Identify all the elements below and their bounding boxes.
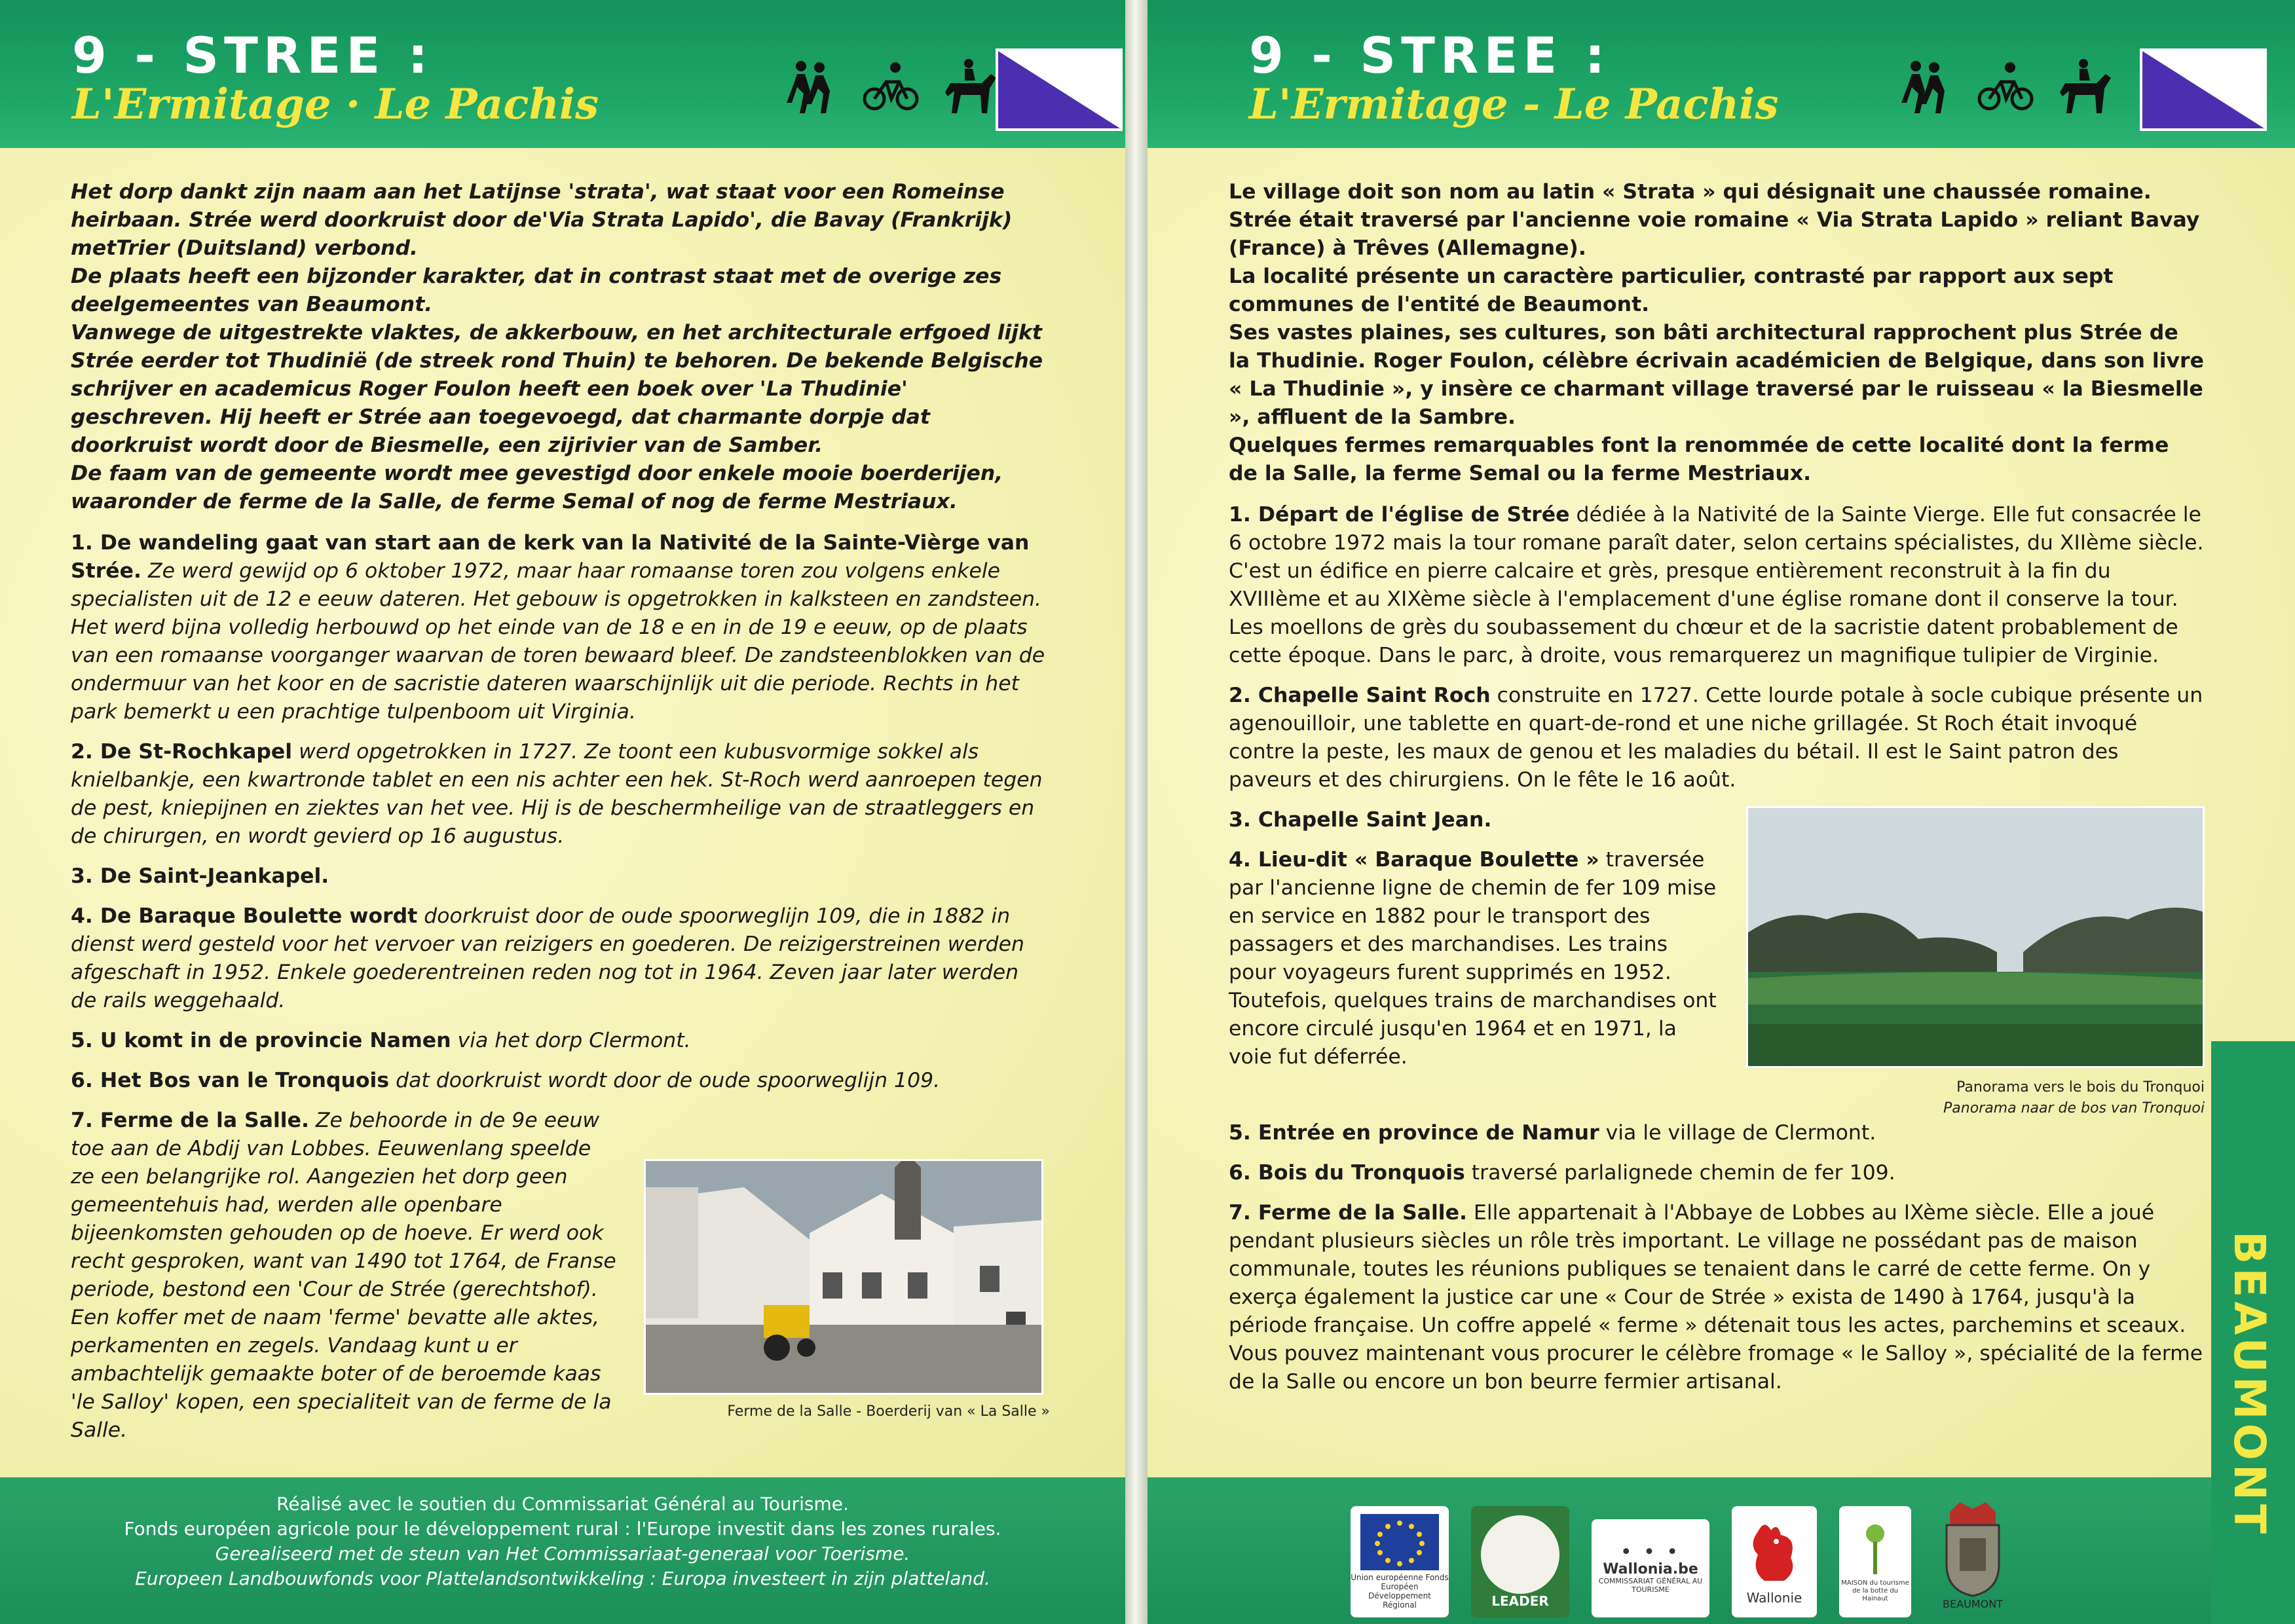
activity-icons (1894, 55, 2117, 118)
flower-icon (1852, 1521, 1898, 1579)
stop-6-nl: 6. Het Bos van le Tronquois dat doorkruist wordt door de oude spoorweglijn 109. (71, 1069, 941, 1092)
route-marker-flag (2140, 48, 2267, 131)
stop-7-fr: 7. Ferme de la Salle. Elle appartenait à l'Abbaye de Lobbes au IXème siècle. Elle a joué pendant plusieurs siècles un rôle très important. Le village ne possédant pas de maison communale, toutes les réunions publiques se tenaient dans le carré de cette ferme. On y exerça également la justice car une « Cour de Strée » exista de 1490 à 1764, jusqu'à la période française. Un coffre appelé « ferme » détenait tous les actes, parchemins et sceaux. Vous pouvez maintenant vous procurer le célèbre fromage « le Salloy », spécialité de la ferme de la Salle ou encore un bon beurre fermier artisanal. (1229, 1201, 2203, 1393)
stop-3-nl: 3. De Saint-Jeankapel. (71, 864, 329, 888)
horse-rider-icon (939, 55, 1002, 118)
route-subtitle: L'Ermitage · Le Pachis (72, 80, 599, 129)
route-marker-flag (996, 48, 1123, 131)
stop-4-fr: 4. Lieu-dit « Baraque Boulette » traversée par l'ancienne ligne de chemin de fer 109 mise en service en 1882 pour le transport des passagers et des marchandises. Les trains pour voyageurs furent supprimés en 1952. Toutefois, quelques trains de marchandises ont encore circulé jusqu'en 1964 et en 1971, la voie fut déferrée. (1229, 848, 1717, 1069)
route-number: 9 - STREE : (1249, 26, 1611, 84)
farm-photo-caption: Ferme de la Salle - Boerderij van « La Salle » (727, 1403, 1050, 1420)
farm-photo (644, 1159, 1043, 1395)
hikers-icon (1894, 55, 1957, 118)
sponsor-logos (1351, 1493, 2012, 1617)
beaumont-crest-logo: BEAUMONT (1933, 1493, 2012, 1617)
page-gutter (1125, 0, 1148, 1624)
left-header (0, 0, 1125, 148)
hikers-icon (779, 55, 842, 118)
intro-nl: Het dorp dankt zijn naam aan het Latijnse 'strata', wat staat voor een Romeinse heirbaan. Strée werd doorkruist door de'Via Strata Lapido', die Bavay (Frankrijk) metTrier (Duitsland) verbond. De plaats heeft een bijzonder karakter, dat in contrast staat met de overige zes deelgemeentes van Beaumont. Vanwege de uitgestrekte vlaktes, de akkerbouw, en het architecturale erfgoed lijkt Strée eerder tot Thudinië (de streek rond Thuin) te behoren. De bekende Belgische schrijver en academicus Roger Foulon heeft een boek over 'La Thudinie' geschreven. Hij heeft er Strée aan toegevoegd, dat charmante dorpje dat doorkruist wordt door de Biesmelle, een zijrivier van de Samber. De faam van de gemeente wordt mee gevestigd door enkele mooie boerderijen, waaronder de ferme de la Salle, de ferme Semal of nog de ferme Mestriaux. (71, 180, 1043, 513)
panorama-caption-nl: Panorama naar de bos van Tronquoi (1943, 1100, 2205, 1116)
right-page (1148, 0, 2295, 1624)
left-text-column (71, 178, 1050, 1456)
wallonie-logo: Wallonie (1732, 1506, 1817, 1617)
route-subtitle: L'Ermitage - Le Pachis (1249, 80, 1779, 129)
eu-logo: Union européenne Fonds Européen Développement Régional (1351, 1506, 1449, 1617)
panorama-photo (1746, 806, 2205, 1068)
stop-6-fr: 6. Bois du Tronquois traversé parlalignede chemin de fer 109. (1229, 1161, 1895, 1185)
crest-icon (1937, 1499, 2009, 1597)
intro-fr: Le village doit son nom au latin « Strata » qui désignait une chaussée romaine. Strée était traversé par l'ancienne voie romaine « Via Strata Lapido » reliant Bavay (France) à Trêves (Allemagne). La localité présente un caractère particulier, contrasté par rapport aux sept communes de l'entité de Beaumont. Ses vastes plaines, ses cultures, son bâti architectural rapprochent plus Strée de la Thudinie. Roger Foulon, célèbre écrivain académicien de Belgique, dans son livre « La Thudinie », y insère ce charmant village traversé par le ruisseau « la Biesmelle », affluent de la Sambre. Quelques fermes remarquables font la renommée de cette localité dont la ferme de la Salle, la ferme Semal ou la ferme Mestriaux. (1229, 180, 2204, 485)
beaumont-side-tab: BEAUMONT (2211, 1041, 2295, 1624)
cyclist-icon (859, 55, 922, 118)
eu-flag-icon (1360, 1514, 1439, 1570)
stop-5-nl: 5. U komt in de provincie Namen via het dorp Clermont. (71, 1029, 691, 1052)
stop-3-fr: 3. Chapelle Saint Jean. (1229, 808, 1492, 832)
stop-5-fr: 5. Entrée en province de Namur via le village de Clermont. (1229, 1121, 1876, 1145)
panorama-photo-block (1746, 806, 2205, 1119)
farm-photo-block (644, 1159, 1050, 1422)
stop-2-nl: 2. De St-Rochkapel werd opgetrokken in 1727. Ze toont een kubusvormige sokkel als knielbankje, een kwartronde tablet en een nis achter een hek. St-Roch werd aanroepen tegen de pest, kniepijnen en ziektes van het vee. Hij is de beschermheilige van de straatleggers en de chirurgen, en wordt gevierd op 16 augustus. (71, 740, 1043, 848)
route-number: 9 - STREE : (72, 26, 434, 84)
leader-logo: LEADER (1471, 1506, 1569, 1617)
right-header (1148, 0, 2295, 148)
stop-1-fr: 1. Départ de l'église de Strée dédiée à la Nativité de la Sainte Vierge. Elle fut consacrée le 6 octobre 1972 mais la tour romane paraît dater, selon certains spécialistes, du XIIème siècle. C'est un édifice en pierre calcaire et grès, presque entièrement reconstruit à la fin du XVIIIème et au XIXème siècle à l'emplacement d'une église romane dont il conserve la tour. Les moellons de grès du soubassement du chœur et de la sacristie datent probablement de cette époque. Dans le parc, à droite, vous remarquerez un magnifique tulipier de Virginie. (1229, 503, 2204, 667)
cyclist-icon (1974, 55, 2037, 118)
wallonia-be-logo: • • • Wallonia.be COMMISSARIAT GÉNÉRAL AU TOURISME (1592, 1519, 1709, 1617)
horse-rider-icon (2054, 55, 2117, 118)
stop-1-nl: 1. De wandeling gaat van start aan de kerk van la Nativité de la Sainte-Vièrge van Strée. Ze werd gewijd op 6 oktober 1972, maar haar romaanse toren zou volgens enkele specialisten uit de 12 e eeuw dateren. Het gebouw is opgetrokken in kalksteen en zandsteen. Het werd bijna volledig herbouwd op het einde van de 18 e en in de 19 e eeuw, op de plaats van een romaanse voorganger waarvan de toren bewaard bleef. De zandsteenblokken van de ondermuur van het koor en de sacristie dateren waarschijnlijk uit die periode. Rechts in het park bemerkt u een prachtige tulpenboom uit Virginia. (71, 531, 1045, 724)
stop-2-fr: 2. Chapelle Saint Roch construite en 1727. Cette lourde potale à socle cubique présente un agenouilloir, une tablette en quart-de-rond et une niche grillagée. St Roch était invoqué contre la peste, les maux de genou et les maladies du bétail. Il est le Saint patron des paveurs et des chirurgiens. On le fête le 16 août. (1229, 684, 2203, 792)
maison-tourisme-logo: MAISON du tourisme de la botte du Hainaut (1839, 1506, 1911, 1617)
stop-4-nl: 4. De Baraque Boulette wordt doorkruist door de oude spoorweglijn 109, die in 1882 in dienst werd gesteld voor het vervoer van reizigers en goederen. De reizigerstreinen werden afgeschaft in 1952. Enkele goederentreinen reden nog tot in 1964. Zeven jaar later werden de rails weggehaald. (71, 904, 1025, 1012)
rooster-icon (1745, 1519, 1804, 1591)
left-page (0, 0, 1125, 1624)
right-text-column (1229, 178, 2205, 1408)
footer-credits: Réalisé avec le soutien du Commissariat Général au Tourisme. Fonds européen agricole pour le développement rural : l'Europe investit dans les zones rurales. Gerealiseerd met de steun van Het Commissariaat-generaal voor Toerisme. Europeen Landbouwfonds voor Plattelandsontwikkeling : Europa investeert in zijn platteland. (124, 1493, 1001, 1589)
left-footer (0, 1477, 1125, 1624)
activity-icons (779, 55, 1002, 118)
right-footer (1148, 1477, 2295, 1624)
panorama-caption: Panorama vers le bois du Tronquoi (1956, 1079, 2205, 1096)
stop-7-nl: 7. Ferme de la Salle. Ze behoorde in de 9e eeuw toe aan de Abdij van Lobbes. Eeuwenlang speelde ze een belangrijke rol. Aangezien het dorp geen gemeentehuis had, werden alle openbare bijeenkomsten gehouden op de hoeve. Er werd ook recht gesproken, want van 1490 tot 1764, de Franse periode, bestond een 'Cour de Strée (gerechtshof). Een koffer met de naam 'ferme' bevatte alle aktes, perkamenten en zegels. Vandaag kunt u er ambachtelijk gemaakte boter of de beroemde kaas 'le Salloy' kopen, een specialiteit van de ferme de la Salle. (71, 1109, 616, 1442)
